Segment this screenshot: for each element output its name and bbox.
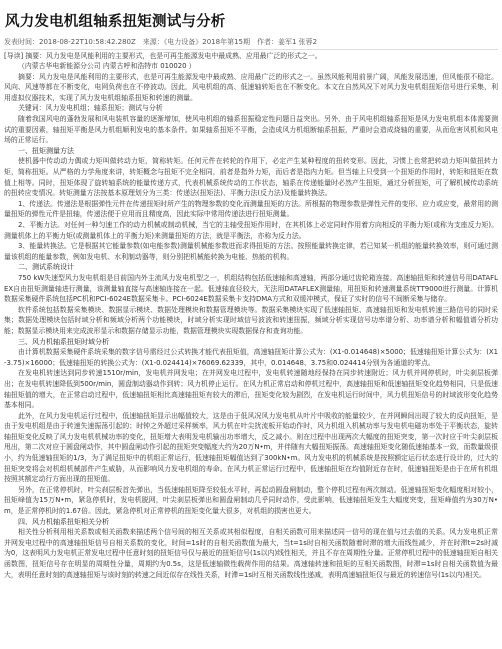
body-paragraph: 使机器中传动动力偶或力矩叫做转动力矩，简称转矩。任何元件在转轮的作用下，必定产生某种程度的扭转变形。因此，习惯上也常把转动力矩叫做扭转力矩，简称扭矩。从严格的力学角度来讲，转矩概念与扭矩不完全相同，前者是指外力矩，而后者是指内力矩。但当轴上只受到一个扭矩的作用时，转矩和扭矩在数值上相等。同时，扭矩体现了旋转轴系统的能量传递方式，代表机械系统传动的工作状态，轴系在传递能量时必然产生扭矩，通过分析扭矩，可了解机械传动系统的扭转应变情况。转矩测量方法按基本原理划分为三类：传递法(扭矩法)、平衡力法(反力法)及能量转换法。 — [4, 157, 498, 198]
article-abstract: 摘要：风力发电是风能利用的主要形式，也是可再生能源发电中最成熟、应用最广泛的形式之一。虽然风能利用前景广阔，风能发展迅速，但风能很不稳定。风向、风速等都在不断变化，电网负荷也在不停波动。因此，风电机组的高、低速轴转矩也在不断变化。本文在自然风况下对风力发电机组扭矩信号进行采集，利用虚拟仪器技术，实现了风力发电机组轴系扭矩和转速的测量。 — [4, 72, 498, 102]
article-keywords: 关键词：风力发电机组；轴系扭矩；测试与分析 — [18, 104, 163, 113]
body-paragraph: 在发电机转速达到同步转速1510r/min，发电机并网发电；在并网发电过程中，发电机转速随地经保持在同步转速附近；风力机并网停机时，叶尖刹层板弹出；在发电机转速降低到500r/min，圆盘制动器动作到转；风力机停止运行。在风力机正常启动和停机过程中，高速轴扭矩和低速轴扭矩变化趋势相同，只是低速轴扭矩值的增大，在正常启动过程中，低速轴扭矩相比高速轴扭矩有较大的滞后，扭矩变化较为剧烈，在发电机运行时间中，风力机扭矩信号的时域波形变化趋势基本相同。 — [4, 369, 498, 410]
body-paragraph: 2、平衡力法。对任何一种匀速工作的动力机械或制动机械，当它的主轴受扭矩作用时，在其机体上必定同时作用着方向相反的平衡力矩(或称为支座反力矩)。测量机体上的平衡力矩(或测量机体上的平衡力矩)来测量扭矩的方法，就是平衡法，亦称为反力法。 — [4, 221, 498, 240]
article-title: 风力发电机组轴系扭矩测试与分析 — [5, 14, 226, 30]
article-meta: 发表时间：2018-08-22T10:58:42.280Z 来源：《电力设备》2018年第15期 作者：姜军1 张蓉2 — [4, 37, 498, 50]
body-paragraph: 750 kW失速型风力发电机组是目前国内外主流风力发电机型之一，机组结构包括低速轴和高速轴，两部分通过齿轮箱连接。高速轴扭矩和转速信号用DATAFLEX自由扭矩测量轴进行测量，该测量轴直接与高速轴连接在一起。低速轴直径较大，无法用DATAFLEX测量轴，用扭矩和转速测量系统TT9000进行测量。计算机数据采集硬件系统包括PC机和PCI-6024E数据采集卡。PCI-6024E数据采集卡支持DMA方式和双缓冲模式，保证了实时的信号不间断采集与储存。 — [4, 273, 498, 304]
intro-paragraph: 随着我国风电的蓬勃发展和风电装机容量的逐渐增加，使风电机组的轴系扭振稳定性问题日益突出。另外，由于风电机组轴系扭矩是风力发电机组本体需要测试的重要因素，轴扭矩平衡是风力机组顺利发电的基本条件。如果轴系扭矩不平衡，会造成风力机组断轴系扭振，严重时会造成烧轴的重要，从而危害风机和风电场的正常运行。 — [4, 115, 498, 145]
article-affiliation: （内蒙古华电新能源分公司 内蒙古呼和浩特市 010020 ） — [18, 62, 196, 71]
section-heading: 一、扭矩测量方法 — [18, 146, 74, 155]
body-paragraph: 1、传递法。传递法是根据弹性元件在传递扭矩时所产生的物理参数的变化而测量扭矩的方法。所根据的物理参数是弹性元件的变形、应力或应变，最常用的测量扭矩的弹性元件是扭轴，传递法便于应用而且精度高，因此实际中常用传递法进行扭矩测量。 — [4, 199, 498, 219]
body-paragraph: 3、能量转换法。它是根据其它能量参数(如电能参数)测量机械能参数进而求得扭矩的方法。按照能量转换定律，若已知某一机组的能量转换效率，则可通过测量该机组的能量参数，例如发电机、水利制动器等，则分别把机械能转换为电能、热能的机构。 — [4, 242, 498, 261]
section-heading: 四、风力机轴系扭矩相关分析 — [18, 517, 109, 526]
body-paragraph: 此外，在风力发电机运行过程中，低速轴扭矩显示出幅值较大，这是由于低风况风力发电机从叶片中吸收的能量较少，在并网瞬间出现了较大的反向扭矩，是由于发电机组是由于转速失速振荡引起的；时钟之外超过采样频率，风力机在叶尖扰流板开始动作时，风力机组入机械功率与发电机电磁功率处于平衡状态，旋转轴扭矩变化反映了风力发电机机械功率的变化，扭矩增大表明发电机输出功率增大，反之减小。则在过程中出现两次大幅度的扭矩突变，第一次时应于叶尖刹层板甩出，第二次对应于圆盘闸动作，其中圆盘闸动作引起的扭矩突变幅度大约为20万N•m，并伴随有大幅扭矩振荡。高速轴扭矩变化随低速轴基本一致，而数量级很小，约为低速轴扭矩的1/3，为了满足扭矩中的机组正常运行，低速轴扭矩幅值达到了300kN•m。风力发电机的机械系统是按照额定运行状态进行设计的，过大的扭矩突变将会对机组机械部件产生威胁，从而影响风力发电机组的寿命。在风力机正常运行过程中，低速轴扭矩在均值附近存在时，低速轴扭矩是由于在所有机组按照其额定动行方面出现的扭矩值。 — [4, 411, 498, 484]
section-heading: 三、风力机轴系扭矩时域分析 — [18, 337, 109, 346]
article-guide: [导读] 摘要：风力发电是风能利用的主要形式，也是可再生能源发电中最成熟、应用最广泛的形式之一。 — [4, 51, 322, 60]
body-paragraph: 另外，在正常停机时，叶尖刹层板首先弹出，当低速轴扭矩降至较低水平时，再起动圆盘闸制动，整个停机过程有两次制动。低速轴扭矩变化幅度相对较小，扭矩峰值为15万N•m，紧急停机时，发电机脱网，叶尖刹层板弹出和圆盘闸制动几乎同时动作，受此影响，低速轴扭矩发生大幅度突变，扭矩峰值约为30万N•m，是正常停机时的1.67倍。因此，紧急停机对正常停机的扭矩变化量大很多，对机组的损害也更大。 — [4, 485, 498, 516]
body-paragraph: 软件系统包括数据采集模块、数据显示模块、数据处理模块和数据管理模块等。数据采集模块实现了低速轴扭矩、高速轴扭矩和发电机转速三路信号的同时采集；数据处理模块包括时域分析和频域分析两个功能模块，时域分析实现时域信号波波和转速扭振，频域分析实现信号功率谱分析、功率谱分析和幅值谱分析功能；数据显示模块用来完成波形显示和数据存储显示功能，数据管理模块实现数据保存和查询功能。 — [4, 305, 498, 335]
body-paragraph: 由计算机数据采集硬件系统采集的数字信号需经过公式转换才能代表扭矩值，高速轴扭矩计算公式为：(X1-0.014648)×5000；低速轴扭矩计算公式为：(X1-3.75)×16000；低速轴扭矩的转换公式为：(X1-0.024414)×76069.62339，其中，0.014648、3.75和0.024414分别为各通道的零点。 — [4, 348, 498, 367]
body-paragraph: 相关性分析利用相关系数或相关函数来描述两个信号间的相互关系或其相似程度，自相关函数可用来描述同一信号的现在值与过去值的关系。风力发电机正常并网发电过程中的高速轴扭矩信号自相关系数的变化，时间=1s时的自相关函数值为最大，当t=1s时自相关函数随着时滞的增大而线性减少，并在时滞t=2s时减为0，这表明风力发电机正常发电过程中任意时刻的扭矩信号仅与最近的扭矩信号(1s以内)线性相关，并且不存在周期性分量。正常停机过程中的低速轴扭矩自相关函数图，扭矩信号存在明显的周期性分量，周期约为0.5s，这是低速轴微性载荷作用的结果。高速轴转速和扭矩的互相关函数图，时滞=1s时自相关函数值为最大，表明任意时刻的高速轴扭矩与该时刻的转速之间近似存在线性关系，时滞=1s时互相关函数线性递减，表明高速轴扭矩仅与最近的转速信号(1s以内)相关。 — [4, 528, 498, 579]
section-heading: 二、测试系统设计 — [18, 263, 74, 272]
